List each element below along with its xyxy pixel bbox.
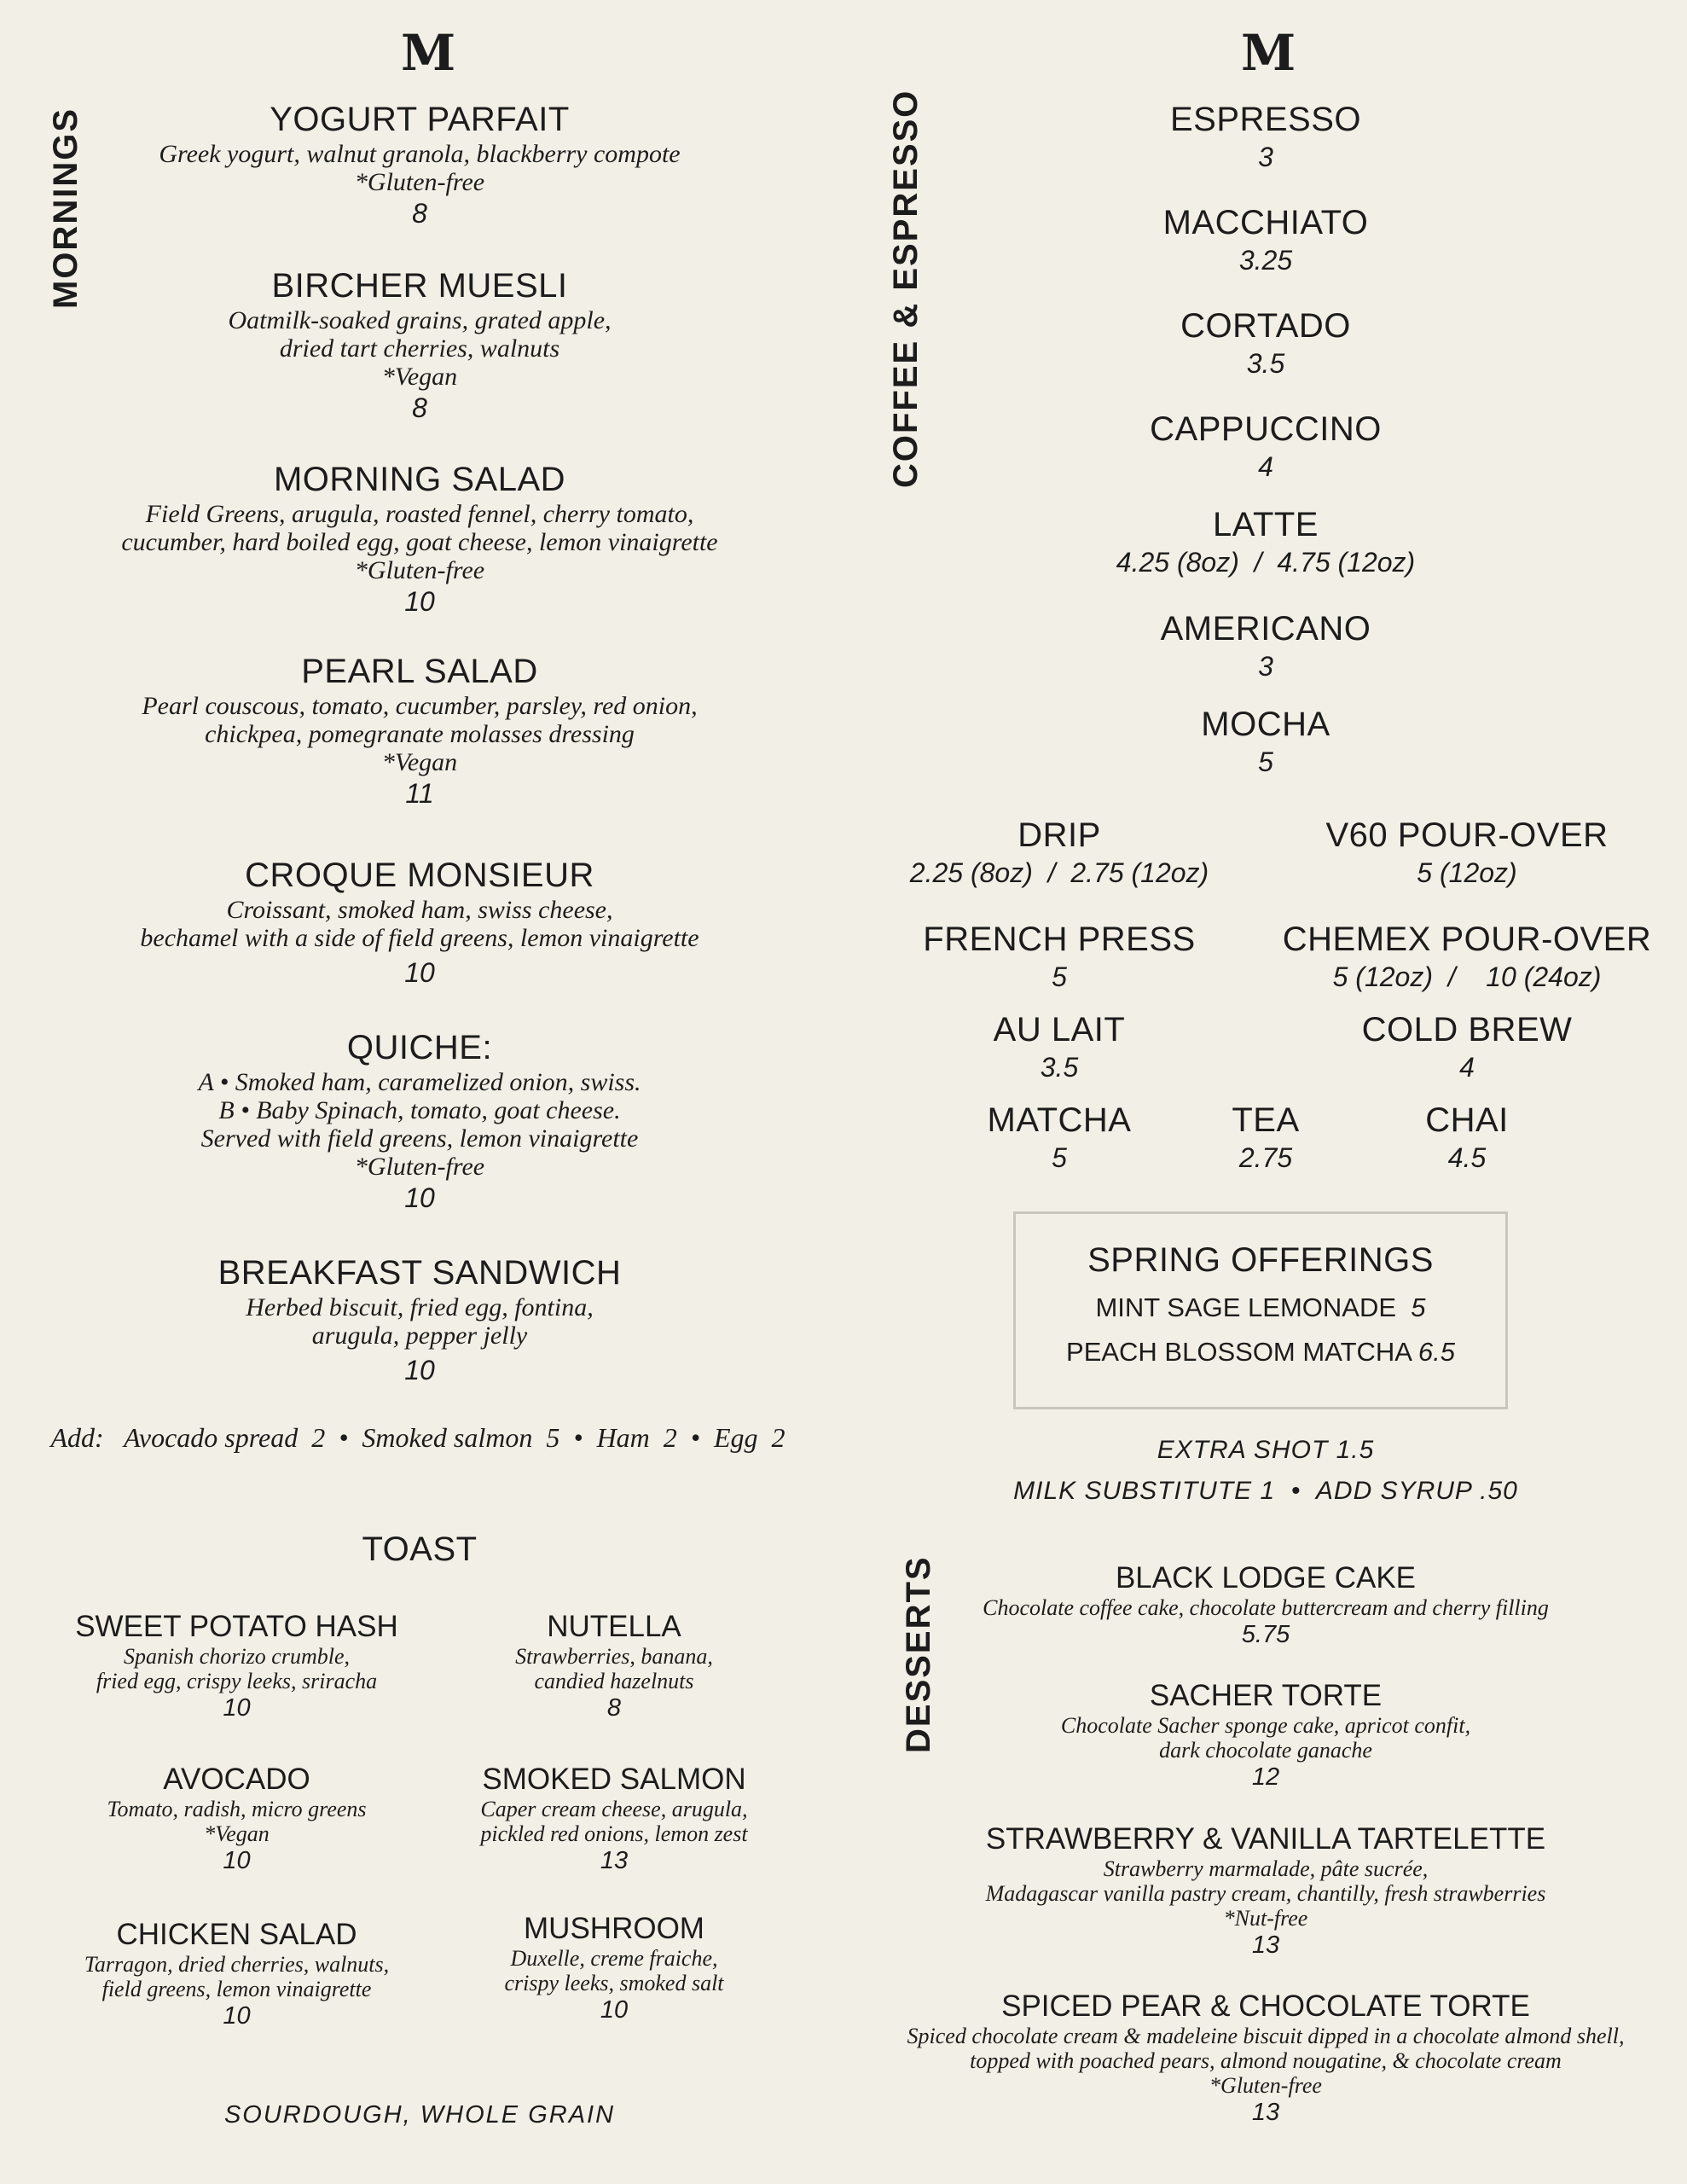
dessert-black-lodge-cake (921, 1561, 1610, 1649)
coffee-au-lait (889, 1009, 1230, 1084)
item-name: LATTE (1212, 506, 1319, 543)
menu-item-pearl-salad (78, 651, 761, 810)
item-note: *Vegan (381, 748, 458, 776)
item-price: 10 (223, 2002, 251, 2030)
item-desc: Chocolate coffee cake, chocolate buttercream and cherry filling (983, 1595, 1549, 1620)
extra-shot: EXTRA SHOT 1.5 (1157, 1436, 1375, 1464)
item-price: 4.5 (1447, 1142, 1487, 1173)
item-price: 13 (1251, 1931, 1280, 1959)
item-desc: crispy leeks, smoked salt (504, 1971, 724, 1995)
coffee-mocha (1010, 704, 1522, 779)
item-price: 5 (1411, 1292, 1426, 1322)
item-desc: Chocolate Sacher sponge cake, apricot confit, (1060, 1713, 1471, 1738)
item-name: COLD BREW (1361, 1011, 1573, 1048)
item-name: CHEMEX POUR-OVER (1282, 921, 1652, 958)
toast-item-smoked-salmon (426, 1763, 802, 1875)
item-name: PEACH BLOSSOM MATCHA (1066, 1337, 1412, 1367)
item-name: CROQUE MONSIEUR (245, 857, 594, 894)
item-desc: Tomato, radish, micro greens (107, 1797, 367, 1821)
item-price: 4 (1258, 451, 1273, 482)
item-desc: arugula, pepper jelly (311, 1321, 528, 1350)
item-desc: pickled red onions, lemon zest (480, 1821, 748, 1846)
item-note: *Gluten-free (354, 1153, 485, 1181)
item-price: 10 (404, 1182, 435, 1213)
item-price: 5.75 (1241, 1621, 1290, 1648)
item-desc: bechamel with a side of field greens, lemon vinaigrette (140, 924, 699, 952)
item-desc: Spanish chorizo crumble, (123, 1644, 351, 1669)
item-name: CHAI (1425, 1101, 1509, 1139)
item-name: NUTELLA (547, 1610, 681, 1643)
item-price: 3.25 (1238, 245, 1293, 276)
item-desc: Pearl couscous, tomato, cucumber, parsley, red onion, (142, 692, 698, 720)
menu-item-breakfast-sandwich (78, 1252, 761, 1387)
item-price: 4.25 (8oz) / 4.75 (12oz) (1116, 547, 1416, 578)
item-note: *Gluten-free (354, 556, 485, 584)
item-price: 10 (404, 586, 435, 617)
coffee-chai (1339, 1100, 1595, 1175)
item-price: 3.5 (1040, 1052, 1079, 1083)
item-price: 10 (404, 1355, 435, 1385)
toast-item-avocado (51, 1763, 422, 1875)
bread-options: SOURDOUGH, WHOLE GRAIN (223, 2101, 616, 2129)
item-name: SMOKED SALMON (482, 1763, 746, 1796)
menu-item-bircher-muesli (78, 265, 761, 425)
item-name: MACCHIATO (1162, 204, 1369, 241)
coffee-v60 (1296, 815, 1638, 890)
item-note: *Vegan (381, 363, 458, 391)
toast-item-sweet-potato-hash (51, 1610, 422, 1722)
item-note: *Vegan (204, 1821, 270, 1846)
item-note: *Nut-free (1223, 1906, 1308, 1931)
item-name: FRENCH PRESS (923, 921, 1196, 958)
item-desc: Served with field greens, lemon vinaigrette (200, 1124, 639, 1153)
right-logo: M (1241, 24, 1291, 82)
menu-item-quiche (78, 1027, 761, 1215)
item-price: 6.5 (1417, 1337, 1455, 1367)
item-price: 12 (1251, 1763, 1280, 1791)
item-name: CAPPUCCINO (1150, 410, 1382, 448)
spring-offerings-box (1013, 1211, 1508, 1409)
toast-item-chicken-salad (51, 1918, 422, 2030)
mornings-title: MORNINGS (47, 107, 84, 309)
coffee-latte (1010, 504, 1522, 579)
item-desc: cucumber, hard boiled egg, goat cheese, lemon vinaigrette (121, 528, 718, 556)
left-logo: M (401, 24, 451, 82)
item-desc: Tarragon, dried cherries, walnuts, (84, 1952, 390, 1977)
item-name: CORTADO (1180, 307, 1351, 345)
item-name: BIRCHER MUESLI (271, 267, 568, 305)
item-price: 3.5 (1246, 348, 1285, 379)
item-desc: A • Smoked ham, caramelized onion, swiss. (198, 1068, 641, 1096)
item-name: QUICHE: (346, 1029, 493, 1066)
item-name: TEA (1232, 1101, 1300, 1139)
item-name: AMERICANO (1160, 610, 1371, 648)
item-price: 3 (1258, 142, 1273, 172)
desserts-title: DESSERTS (900, 1555, 937, 1753)
item-price: 3 (1258, 651, 1273, 682)
toast-item-mushroom (426, 1912, 802, 2024)
item-name: BREAKFAST SANDWICH (217, 1254, 622, 1292)
item-price: 5 (12oz) / 10 (24oz) (1332, 961, 1602, 992)
item-desc: Spiced chocolate cream & madeleine biscuit dipped in a chocolate almond shell, (907, 2024, 1625, 2048)
toast-title: TOAST (362, 1531, 478, 1568)
item-name: BLACK LODGE CAKE (1115, 1561, 1417, 1594)
item-price: 8 (412, 198, 427, 229)
item-desc: Croissant, smoked ham, swiss cheese, (226, 896, 613, 924)
coffee-drip (889, 815, 1230, 890)
item-price: 2.25 (8oz) / 2.75 (12oz) (909, 857, 1209, 888)
menu-item-morning-salad (78, 459, 761, 619)
item-price: 5 (1052, 1142, 1067, 1173)
item-name: ESPRESSO (1169, 101, 1362, 138)
milk-syrup: MILK SUBSTITUTE 1 • ADD SYRUP .50 (1013, 1477, 1518, 1505)
item-name: DRIP (1017, 816, 1101, 854)
item-name: STRAWBERRY & VANILLA TARTELETTE (985, 1822, 1546, 1856)
item-desc: B • Baby Spinach, tomato, goat cheese. (218, 1096, 621, 1124)
item-name: SPICED PEAR & CHOCOLATE TORTE (1001, 1989, 1530, 2023)
item-desc: dark chocolate ganache (1159, 1738, 1372, 1763)
menu-item-yogurt-parfait (78, 99, 761, 230)
item-name: CHICKEN SALAD (116, 1918, 357, 1951)
item-price: 10 (223, 1847, 251, 1874)
coffee-french-press (889, 919, 1230, 994)
spring-title: SPRING OFFERINGS (1087, 1241, 1434, 1279)
item-desc: dried tart cherries, walnuts (279, 334, 560, 363)
item-desc: Duxelle, creme fraiche, (510, 1946, 718, 1971)
item-name: MORNING SALAD (273, 461, 566, 498)
item-desc: Herbed biscuit, fried egg, fontina, (246, 1293, 594, 1321)
item-name: PEARL SALAD (301, 653, 538, 690)
item-desc: field greens, lemon vinaigrette (101, 1977, 372, 2001)
item-price: 8 (412, 392, 427, 423)
coffee-chemex (1279, 919, 1655, 994)
coffee-espresso (1010, 99, 1522, 174)
coffee-cold-brew (1296, 1009, 1638, 1084)
item-price: 10 (223, 1694, 251, 1722)
item-note: *Gluten-free (1209, 2073, 1322, 2098)
coffee-title: COFFEE & ESPRESSO (887, 89, 925, 488)
spring-item-lemonade (1016, 1291, 1505, 1325)
coffee-cortado (1010, 305, 1522, 380)
item-desc: fried egg, crispy leeks, sriracha (96, 1669, 378, 1693)
item-price: 5 (1258, 746, 1273, 777)
item-price: 2.75 (1238, 1142, 1293, 1173)
item-name: YOGURT PARFAIT (270, 101, 570, 138)
item-price: 8 (606, 1694, 622, 1722)
item-name: AU LAIT (993, 1011, 1126, 1048)
item-desc: Madagascar vanilla pastry cream, chantilly, fresh strawberries (985, 1881, 1546, 1906)
toast-item-nutella (426, 1610, 802, 1722)
item-desc: Caper cream cheese, arugula, (480, 1797, 748, 1821)
item-name: AVOCADO (163, 1763, 310, 1796)
item-price: 5 (12oz) (1417, 857, 1517, 888)
item-price: 13 (600, 1847, 629, 1874)
item-price: 11 (405, 778, 434, 809)
dessert-spiced-pear-torte (870, 1989, 1661, 2127)
item-desc: Greek yogurt, walnut granola, blackberry compote (159, 140, 681, 168)
coffee-cappuccino (1010, 409, 1522, 484)
item-note: *Gluten-free (354, 168, 485, 196)
item-name: MOCHA (1201, 706, 1330, 743)
dessert-strawberry-tartelette (913, 1822, 1619, 1960)
item-desc: candied hazelnuts (534, 1669, 694, 1693)
item-name: SACHER TORTE (1149, 1679, 1383, 1712)
coffee-americano (1010, 608, 1522, 683)
menu-item-croque-monsieur (78, 855, 761, 990)
item-desc: topped with poached pears, almond nougatine, & chocolate cream (970, 2048, 1562, 2073)
item-name: MINT SAGE LEMONADE (1095, 1292, 1397, 1322)
item-desc: Field Greens, arugula, roasted fennel, cherry tomato, (145, 500, 694, 528)
item-desc: Oatmilk-soaked grains, grated apple, (228, 306, 612, 334)
item-desc: Strawberry marmalade, pâte sucrée, (1103, 1856, 1429, 1881)
spring-item-matcha (1016, 1335, 1505, 1369)
item-price: 10 (404, 957, 435, 988)
coffee-matcha (931, 1100, 1187, 1175)
item-name: MUSHROOM (524, 1912, 704, 1945)
item-price: 4 (1459, 1052, 1475, 1083)
item-desc: chickpea, pomegranate molasses dressing (205, 720, 635, 748)
item-desc: Strawberries, banana, (515, 1644, 713, 1669)
item-name: MATCHA (987, 1101, 1132, 1139)
item-name: V60 POUR-OVER (1325, 816, 1609, 854)
item-name: SWEET POTATO HASH (75, 1610, 398, 1643)
dessert-sacher-torte (921, 1679, 1610, 1792)
coffee-tea (1180, 1100, 1351, 1175)
coffee-macchiato (1010, 202, 1522, 277)
item-price: 10 (600, 1996, 629, 2024)
item-price: 5 (1052, 961, 1067, 992)
item-price: 13 (1251, 2099, 1280, 2126)
addons-line: Add: Avocado spread 2 • Smoked salmon 5 • Ham 2 • Egg 2 (50, 1422, 786, 1453)
